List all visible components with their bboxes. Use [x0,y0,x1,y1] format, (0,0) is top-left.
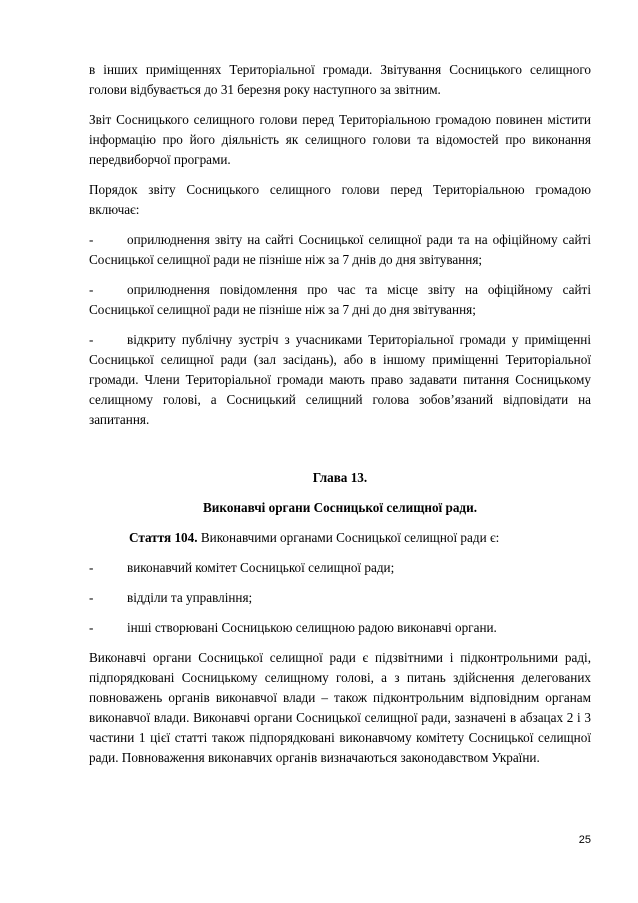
paragraph-reporting-deadline: в інших приміщеннях Територіальної громади. Звітування Сосницького селищного голови відбувається до 31 березня року наступного за звітним. [89,62,591,97]
list-dash: - [89,590,94,605]
article-label: Стаття 104. [129,530,198,545]
list-item-text: інші створювані Сосницькою селищною радою виконавчі органи. [127,620,497,635]
list-item-text: відкриту публічну зустріч з учасниками Територіальної громади у приміщенні Сосницької селищної ради (зал засідань), або в іншому приміщенні Територіальної громади. Члени Територіальної громади мають право задавати питання Сосницькому селищному голові, а Сосницький селищний голова зобов’язаний відповідати на запитання. [89,332,591,427]
page-content [89,60,591,778]
list-dash: - [89,332,94,347]
list-item-departments [89,588,591,608]
list-dash: - [89,232,94,247]
list-dash: - [89,620,94,635]
list-item-text: виконавчий комітет Сосницької селищної ради; [127,560,395,575]
list-item-other-bodies [89,618,591,638]
list-item-publish-report [89,230,591,270]
list-item-text: відділи та управління; [127,590,253,605]
list-item-public-meeting [89,330,591,430]
list-item-executive-committee [89,558,591,578]
list-dash: - [89,560,94,575]
chapter-number: Глава 13. [312,470,368,485]
article-text: Виконавчими органами Сосницької селищної ради є: [197,530,500,545]
paragraph-report-procedure: Порядок звіту Сосницького селищного голови перед Територіальною громадою включає: [89,182,591,217]
list-dash: - [89,282,94,297]
list-item-text: оприлюднення звіту на сайті Сосницької селищної ради та на офіційному сайті Сосницької селищної ради не пізніше ніж за 7 днів до дня звітування; [89,232,591,267]
paragraph-executive-bodies: Виконавчі органи Сосницької селищної ради є підзвітними і підконтрольними раді, підпорядковані Сосницькому селищному голові, а з питань здійснення делегованих повноважень органів виконавчої влади – також підконтрольним відповідним органам виконавчої влади. Виконавчі органи Сосницької селищної ради, зазначені в абзацах 2 і 3 частини 1 цієї статті також підпорядковані виконавчому комітету Сосницької селищної ради. Повноваження виконавчих органів визначаються законодавством України. [89,650,591,765]
article-104 [89,528,591,548]
paragraph-report-content: Звіт Сосницького селищного голови перед Територіальною громадою повинен містити інформацію про його діяльність як селищного голови та відомостей про виконання передвиборчої програми. [89,112,591,167]
list-item-publish-notice [89,280,591,320]
chapter-title: Виконавчі органи Сосницької селищної ради. [203,500,477,515]
page-number: 25 [578,834,591,846]
list-item-text: оприлюднення повідомлення про час та місце звіту на офіційному сайті Сосницької селищної ради не пізніше ніж за 7 дні до дня звітування; [89,282,591,317]
